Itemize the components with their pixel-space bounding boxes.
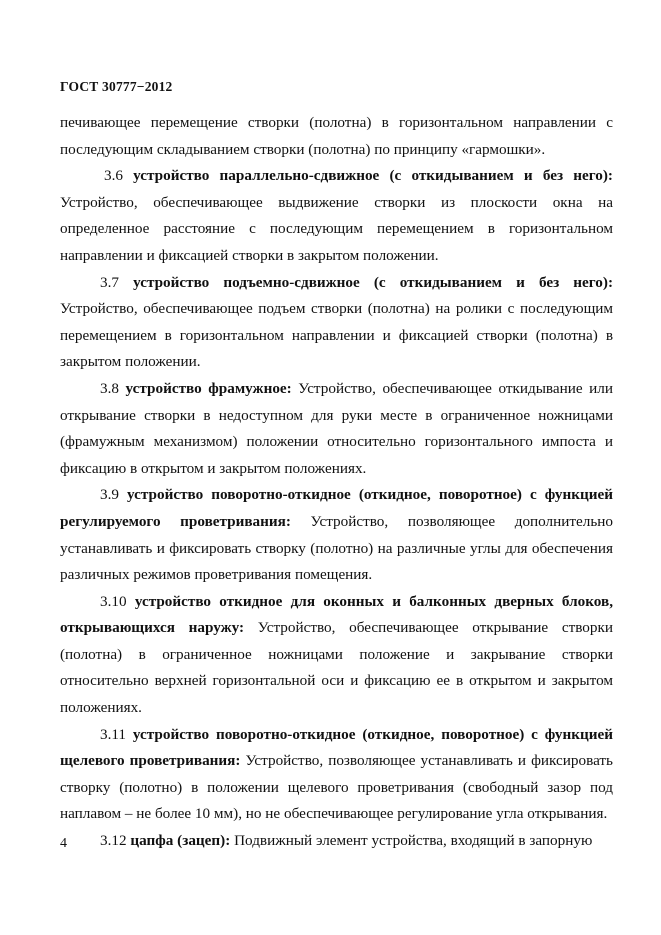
section-text: Устройство, обеспечивающее подъем створки (полотна) на ролики с последующим перемещением в горизонтальном направлении и фиксацией створки (полотна) в закрытом положении.	[60, 300, 613, 371]
page-number: 4	[60, 836, 67, 851]
section-number: 3.10	[100, 592, 127, 610]
section-number: 3.12	[100, 832, 127, 850]
section-term: устройство откидное для оконных и балконных дверных блоков, открывающихся наружу:	[60, 592, 613, 637]
section-number: 3.8	[100, 379, 119, 397]
section-3-11	[60, 722, 613, 828]
section-text: Устройство, обеспечивающее выдвижение створки из плоскости окна на определенное расстояние с последующим перемещением в горизонтальном направлении и фиксацией створки в закрытом положении.	[60, 193, 613, 264]
section-number: 3.9	[100, 486, 119, 504]
section-text: Устройство, обеспечивающее откидывание или открывание створки в недоступном для руки месте в ограниченное ножницами (фрамужным механизмом) положении относительно горизонтального импоста и фиксацию в открытом и закрытом положениях.	[60, 379, 614, 477]
section-3-10	[60, 589, 613, 722]
section-term: цапфа (зацеп):	[130, 832, 231, 850]
section-text: Устройство, обеспечивающее открывание створки (полотна) в ограниченное ножницами положение и закрывание створки относительно верхней горизонтальной оси и фиксацию ее в открытом и закрытом положениях.	[60, 619, 613, 717]
section-term: устройство фрамужное:	[125, 379, 292, 397]
section-text: Подвижный элемент устройства, входящий в запорную	[230, 832, 593, 850]
continuation-paragraph: печивающее перемещение створки (полотна) в горизонтальном направлении с последующим складыванием створки (полотна) по принципу «гармошки».	[60, 114, 613, 158]
section-term: устройство поворотно-откидное (откидное, поворотное) с функцией щелевого проветривания:	[60, 725, 614, 770]
section-3-7	[60, 270, 613, 376]
section-3-8	[60, 376, 613, 482]
section-term: устройство подъемно-сдвижное (с откидыванием и без него):	[133, 273, 613, 291]
section-3-6	[60, 163, 613, 269]
section-number: 3.6	[104, 167, 123, 185]
section-number: 3.11	[100, 725, 127, 743]
document-page	[60, 78, 613, 855]
section-3-12	[60, 828, 613, 855]
section-text: Устройство, позволяющее устанавливать и фиксировать створку (полотно) в положении щелевого проветривания (свободный зазор под наплавом – не более 10 мм), но не обеспечивающее регулирование угла открывания.	[60, 752, 613, 823]
section-term: устройство параллельно-сдвижное (с откидыванием и без него):	[133, 167, 613, 185]
section-term: устройство поворотно-откидное (откидное, поворотное) с функцией регулируемого проветривания:	[60, 486, 614, 530]
document-header: ГОСТ 30777−2012	[60, 79, 173, 94]
section-number: 3.7	[100, 273, 119, 291]
section-text: Устройство, позволяющее дополнительно устанавливать и фиксировать створку (полотно) на различные углы для обеспечения различных режимов проветривания помещения.	[60, 512, 613, 584]
section-3-9	[60, 482, 613, 588]
